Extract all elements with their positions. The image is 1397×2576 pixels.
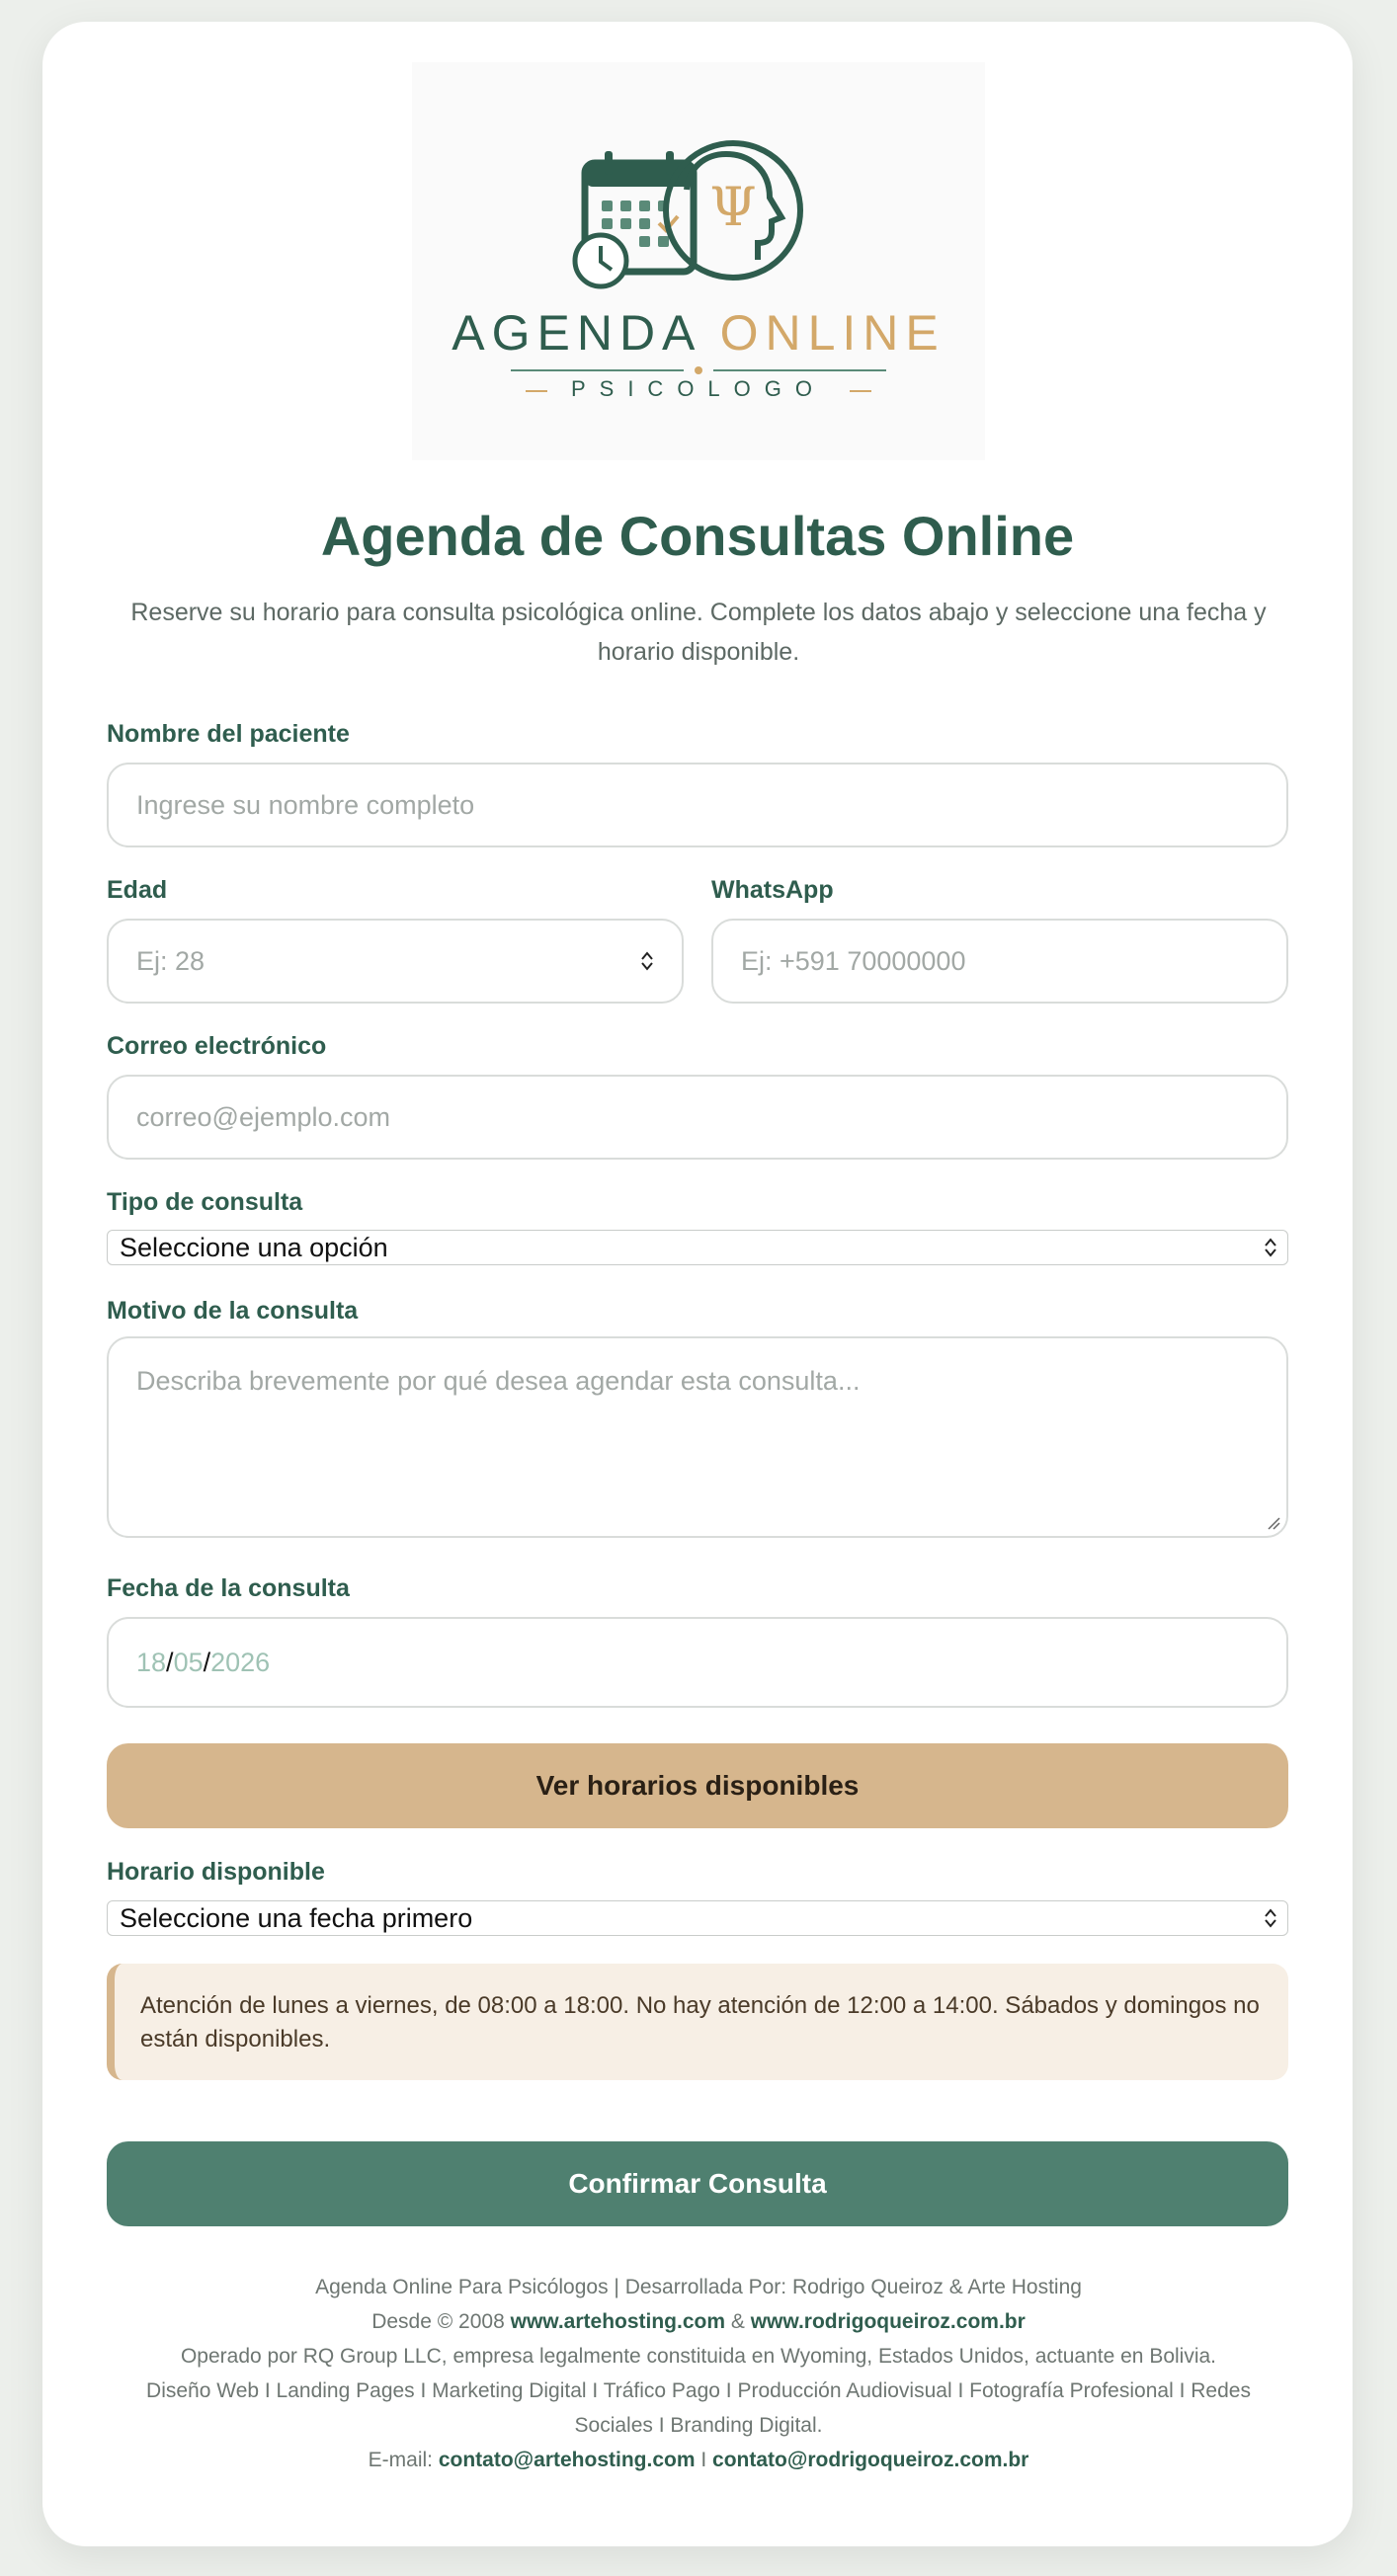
name-field[interactable] [107,763,1288,847]
select-chevron-icon [1264,1907,1277,1929]
view-hours-button[interactable]: Ver horarios disponibles [107,1743,1288,1828]
name-label: Nombre del paciente [107,720,350,748]
footer-sites [107,2304,1290,2339]
slot-label: Horario disponible [107,1858,325,1886]
psi-head-icon [659,136,807,284]
consult-type-value: Seleccione una opción [120,1232,388,1262]
slot-value: Seleccione una fecha primero [120,1902,473,1933]
date-separator: / [203,1647,211,1677]
logo-word-agenda: AGENDA [452,305,699,361]
footer-amp: & [725,2310,751,2333]
email-label: Correo electrónico [107,1032,327,1060]
clock-icon [570,230,631,291]
footer-email-prefix: E-mail: [368,2449,439,2471]
confirm-button[interactable]: Confirmar Consulta [107,2141,1288,2226]
date-month[interactable]: 05 [173,1647,204,1677]
logo-divider [511,364,886,376]
logo [412,62,985,460]
consult-type-select[interactable] [107,1230,1288,1265]
footer-operator: Operado por RQ Group LLC, empresa legalmente constituida en Wyoming, Estados Unidos, actuante en Bolivia. [180,2345,1217,2368]
footer [107,2270,1290,2477]
svg-text:Ψ: Ψ [709,176,757,238]
select-chevron-icon [1264,1237,1277,1258]
whatsapp-label: WhatsApp [711,876,834,904]
logo-word-online: ONLINE [719,305,945,361]
footer-credits: Agenda Online Para Psicólogos | Desarrollada Por: Rodrigo Queiroz & Arte Hosting [315,2276,1082,2298]
rodrigoqueiroz-link[interactable]: www.rodrigoqueiroz.com.br [750,2310,1026,2333]
reason-textarea[interactable] [107,1336,1288,1538]
resize-grip-icon[interactable] [1267,1516,1280,1530]
age-placeholder: Ej: 28 [136,945,205,976]
artehosting-link[interactable]: www.artehosting.com [510,2310,726,2333]
hours-notice: Atención de lunes a viernes, de 08:00 a 18:00. No hay atención de 12:00 a 14:00. Sábados y domingos no están disponibles. [107,1964,1288,2080]
email-field[interactable] [107,1075,1288,1160]
date-separator: / [166,1647,174,1677]
slot-select[interactable] [107,1900,1288,1936]
age-label: Edad [107,876,168,904]
whatsapp-placeholder: Ej: +591 70000000 [741,945,966,976]
page-description: Reserve su horario para consulta psicológica online. Complete los datos abajo y seleccione una fecha y horario disponible. [130,599,1267,666]
date-day[interactable]: 18 [136,1647,167,1677]
footer-since: Desde © 2008 [371,2310,511,2333]
consult-type-label: Tipo de consulta [107,1188,303,1216]
reason-label: Motivo de la consulta [107,1297,359,1325]
footer-services: Diseño Web I Landing Pages I Marketing Digital I Tráfico Pago I Producción Audiovisual I Fotografía Profesional I Redes Sociales I Branding Digital. [146,2379,1251,2437]
name-placeholder: Ingrese su nombre completo [136,789,475,820]
whatsapp-field[interactable] [711,919,1288,1004]
reason-placeholder: Describa brevemente por qué desea agendar esta consulta... [136,1366,861,1396]
page-title: Agenda de Consultas Online [320,505,1075,567]
email-rodrigoqueiroz-link[interactable]: contato@rodrigoqueiroz.com.br [712,2449,1029,2471]
email-placeholder: correo@ejemplo.com [136,1101,391,1132]
footer-emails [107,2443,1290,2477]
date-year[interactable]: 2026 [210,1647,271,1677]
logo-subtitle: PSICOLOGO [570,376,827,401]
email-artehosting-link[interactable]: contato@artehosting.com [438,2449,696,2471]
age-field[interactable] [107,919,684,1004]
footer-email-sep: I [695,2449,713,2471]
date-label: Fecha de la consulta [107,1574,350,1602]
spin-chevron-icon[interactable] [640,950,654,972]
date-field[interactable] [107,1617,1288,1708]
